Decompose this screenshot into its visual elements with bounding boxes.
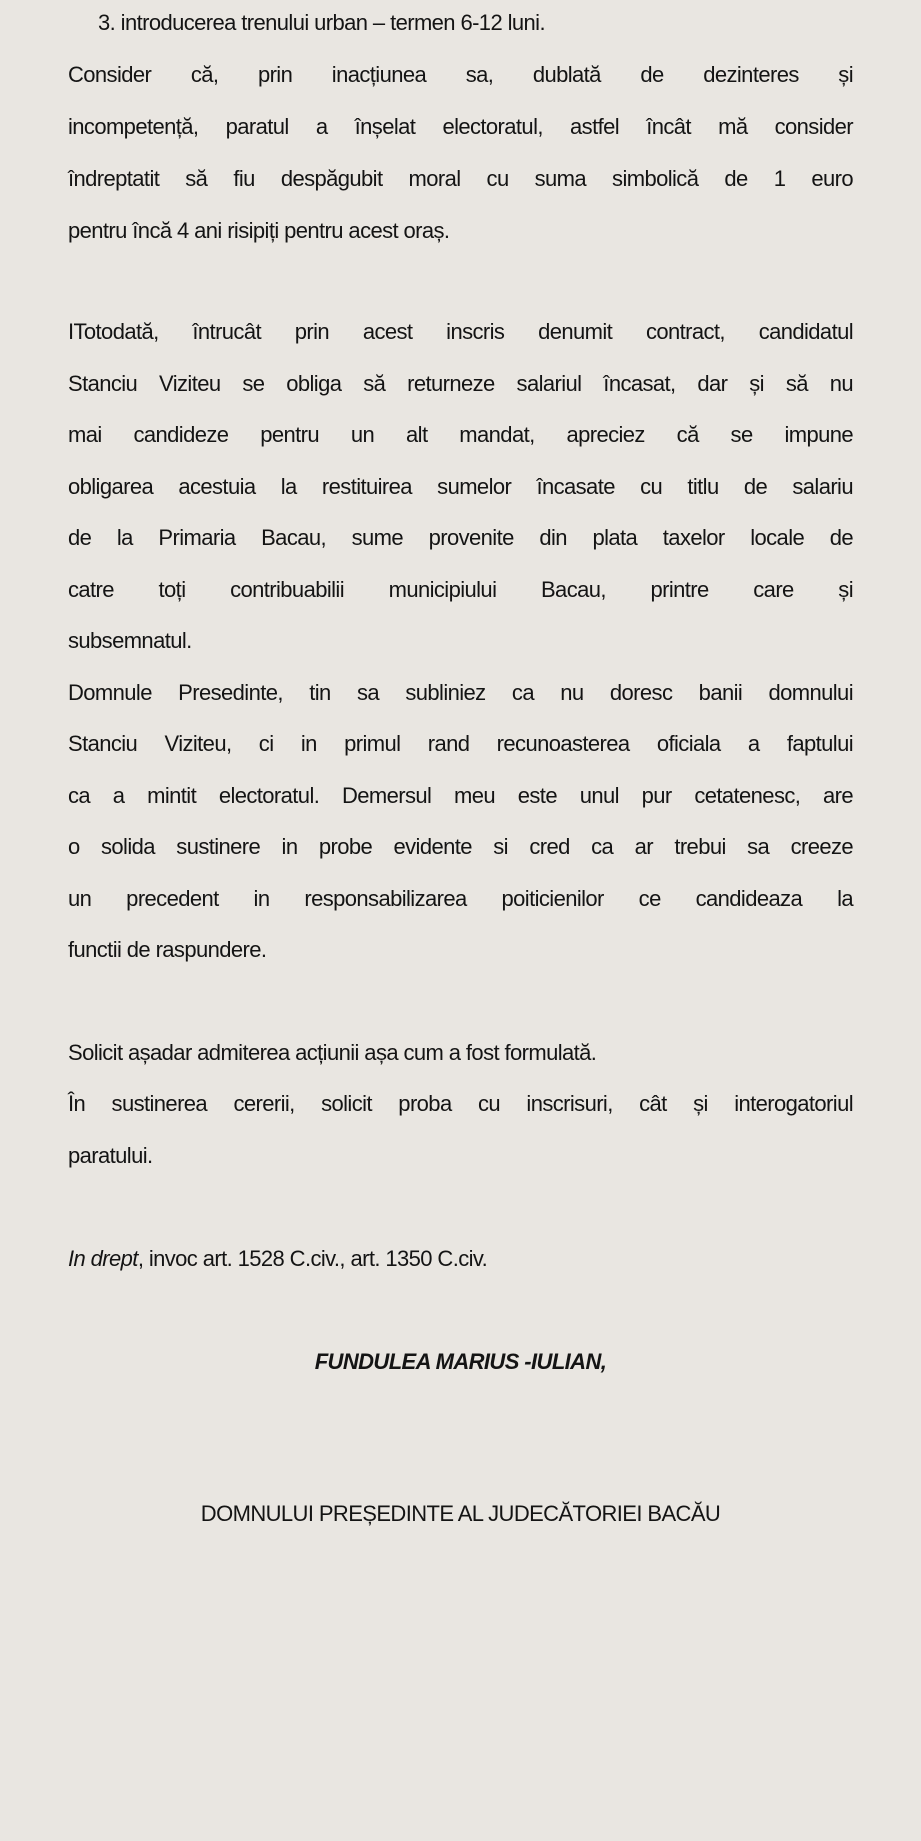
paragraph-line: catre toți contribuabilii municipiului Bacau, printre care și: [68, 577, 853, 602]
paragraph-line: Stanciu Viziteu se obliga să returneze salariul încasat, dar și să nu: [68, 371, 853, 396]
paragraph-line: incompetență, paratul a înșelat electoratul, astfel încât mă consider: [68, 114, 853, 139]
paragraph-line: În sustinerea cererii, solicit proba cu inscrisuri, cât și interogatoriul: [68, 1091, 853, 1116]
paragraph-line: îndreptatit să fiu despăgubit moral cu suma simbolică de 1 euro: [68, 166, 853, 191]
paragraph-line: obligarea acestuia la restituirea sumelor încasate cu titlu de salariu: [68, 474, 853, 499]
paragraph-line: paratului.: [68, 1143, 153, 1168]
legal-basis-text: , invoc art. 1528 C.civ., art. 1350 C.civ.: [137, 1246, 488, 1271]
legal-basis: [68, 1244, 853, 1274]
paragraph-line: un precedent in responsabilizarea poiticienilor ce candideaza la: [68, 886, 853, 911]
paragraph-line: functii de raspundere.: [68, 937, 267, 962]
signature: FUNDULEA MARIUS -IULIAN,: [314, 1349, 607, 1374]
paragraph-line: ca a mintit electoratul. Demersul meu este unul pur cetatenesc, are: [68, 783, 853, 808]
addressee-heading: DOMNULUI PREȘEDINTE AL JUDECĂTORIEI BACĂU: [200, 1501, 721, 1526]
paragraph-line: Domnule Presedinte, tin sa subliniez ca nu doresc banii domnului: [68, 680, 853, 705]
list-item-3: 3. introducerea trenului urban – termen 6-12 luni.: [98, 10, 545, 35]
paragraph-line: Consider că, prin inacțiunea sa, dublată de dezinteres și: [68, 62, 853, 87]
paragraph-line: subsemnatul.: [68, 628, 192, 653]
paragraph-line: Solicit așadar admiterea acțiunii așa cum a fost formulată.: [68, 1040, 597, 1065]
paragraph-line: pentru încă 4 ani risipiți pentru acest oraș.: [68, 218, 450, 243]
paragraph-line: de la Primaria Bacau, sume provenite din plata taxelor locale de: [68, 525, 853, 550]
legal-basis-label: In drept: [68, 1246, 138, 1271]
paragraph-line: Stanciu Viziteu, ci in primul rand recunoasterea oficiala a faptului: [68, 731, 853, 756]
paragraph-line: o solida sustinere in probe evidente si cred ca ar trebui sa creeze: [68, 834, 853, 859]
paragraph-line: mai candideze pentru un alt mandat, apreciez că se impune: [68, 422, 853, 447]
paragraph-line: ITotodată, întrucât prin acest inscris denumit contract, candidatul: [68, 319, 853, 344]
